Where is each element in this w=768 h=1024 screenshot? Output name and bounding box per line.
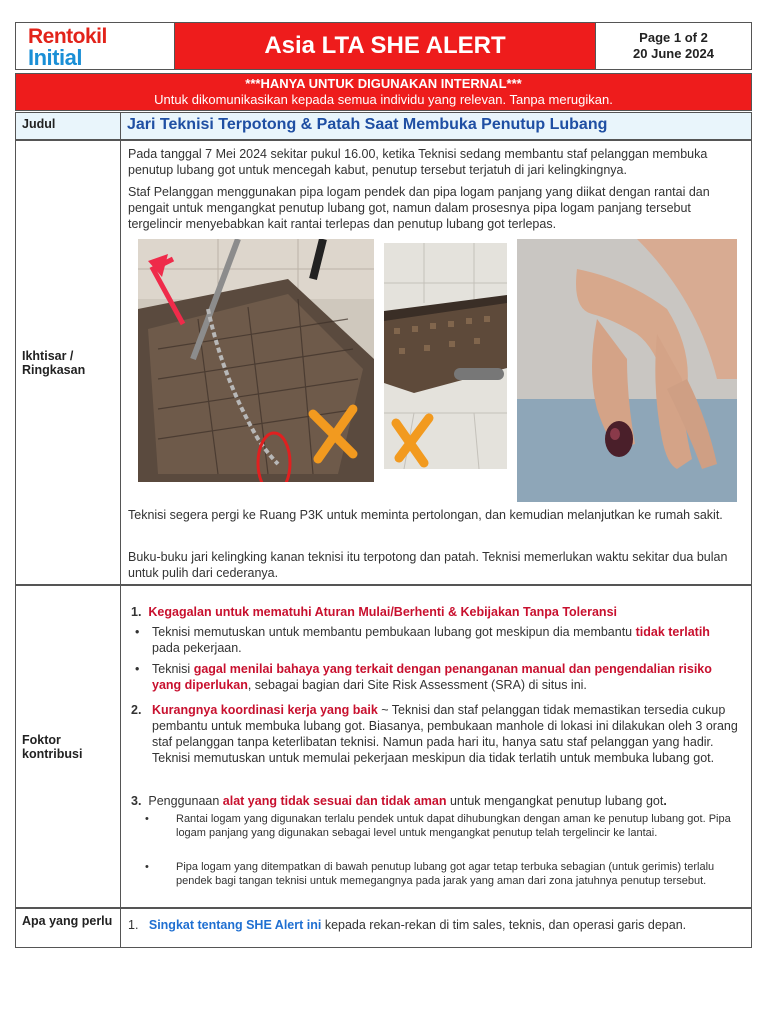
cell-apa-yang-perlu — [121, 908, 752, 948]
logo-text-rentokil: Rentokil — [28, 25, 107, 48]
bullet-2-text-b: , sebagai bagian dari Site Risk Assessment (SRA) di situs ini. — [247, 678, 587, 692]
page-number: Page 1 of 2 — [639, 30, 708, 45]
action-1 — [128, 917, 740, 933]
factor-3-period: . — [663, 794, 667, 808]
label-ikhtisar: Ikhtisar / Ringkasan — [15, 140, 121, 585]
photo-manhole-chain — [138, 239, 374, 482]
bullet-icon: • — [135, 662, 140, 676]
label-judul: Judul — [15, 112, 121, 140]
action-1-blue-text: Singkat tentang SHE Alert ini — [148, 918, 322, 932]
bullet-1-text-b: pada pekerjaan. — [152, 641, 242, 655]
factor-1-number: 1. — [131, 605, 142, 619]
summary-paragraph-3: Teknisi segera pergi ke Ruang P3K untuk meminta pertolongan, dan kemudian melanjutkan ke rumah sakit. — [128, 508, 723, 522]
label-apa-yang-perlu: Apa yang perlu — [15, 908, 121, 948]
factor-3 — [131, 793, 743, 809]
factor-2 — [131, 702, 743, 766]
factor-3-number: 3. — [131, 794, 142, 808]
factor-2-text: ~ Teknisi dan staf pelanggan tidak memastikan tersedia cukup pembantu untuk membuka lubang got. Biasanya, pembukaan manhole di lokasi ini dilakukan oleh 3 orang staf pelanggan tanpa keterlibatan teknisi. Namun pada hari itu, hanya satu staf pelanggan yang hadir. Teknisi memutuskan untuk memulai pekerjaan meskipun dia tidak terlatih untuk membuka lubang got. — [152, 703, 738, 765]
summary-paragraph-2: Staf Pelanggan menggunakan pipa logam pendek dan pipa logam panjang yang diikat dengan rantai dan pengait untuk mengangkat penutup lubang got, namun dalam prosesnya pipa logam panjang tersebut tergelincir menyebabkan kait rantai terlepas dan penutup lubang got terlepas. — [128, 185, 710, 231]
bullet-icon: • — [145, 813, 149, 825]
factor-1-title: Kegagalan untuk mematuhi Aturan Mulai/Berhenti & Kebijakan Tanpa Toleransi — [148, 605, 617, 619]
bullet-icon: • — [135, 625, 140, 639]
bullet-1-text-a: Teknisi memutuskan untuk membantu pembukaan lubang got meskipun dia membantu — [152, 625, 636, 639]
logo-text-initial: Initial — [28, 45, 82, 70]
cell-ikhtisar — [121, 140, 752, 585]
internal-use-banner — [15, 73, 752, 111]
bullet-2-text-red: gagal menilai bahaya yang terkait dengan penanganan manual dan pengendalian risiko yang diperlukan — [152, 662, 712, 692]
bullet-1-text-red: tidak terlatih — [635, 625, 710, 639]
action-1-text: kepada rekan-rekan di tim sales, teknis, dan operasi garis depan. — [321, 918, 687, 932]
factor-3-sub-2 — [145, 860, 731, 888]
banner-line-2: Untuk dikomunikasikan kepada semua individu yang relevan. Tanpa merugikan. — [154, 92, 613, 107]
cell-judul — [121, 112, 752, 140]
cell-faktor — [121, 585, 752, 908]
banner-line-1: ***HANYA UNTUK DIGUNAKAN INTERNAL*** — [245, 76, 522, 91]
incident-title: Jari Teknisi Terpotong & Patah Saat Membuka Penutup Lubang — [127, 116, 608, 133]
alert-date: 20 June 2024 — [633, 46, 714, 61]
page-info — [595, 22, 752, 70]
bullet-2-text-a: Teknisi — [152, 662, 194, 676]
factor-3-text-b: untuk mengangkat penutup lubang got — [446, 794, 664, 808]
summary-paragraph-4: Buku-buku jari kelingking kanan teknisi itu terpotong dan patah. Teknisi memerlukan waktu sekitar dua bulan untuk pulih dari cederanya. — [128, 550, 728, 580]
summary-paragraph-1: Pada tanggal 7 Mei 2024 sekitar pukul 16.00, ketika Teknisi sedang membantu staf pelanggan membuka penutup lubang got untuk mencegah kabut, penutup tersebut terjatuh di jari kelingkingnya. — [128, 147, 708, 177]
sub-bullet-1-text: Rantai logam yang digunakan terlalu pendek untuk dapat dihubungkan dengan aman ke penutup lubang got. Pipa logam panjang yang digunakan sebagai level untuk mengangkat penutup telah tergelincir ke lantai. — [176, 813, 731, 839]
factor-2-number: 2. — [131, 703, 142, 717]
alert-title: Asia LTA SHE ALERT — [175, 22, 595, 70]
factor-3-sub-1 — [145, 812, 731, 840]
factor-1-bullet-2 — [135, 661, 735, 693]
company-logo — [15, 22, 175, 70]
bullet-icon: • — [145, 861, 149, 873]
factor-1-bullet-1 — [135, 624, 735, 656]
photo-pipe-under-cover — [384, 243, 507, 469]
label-faktor: Foktor kontribusi — [15, 585, 121, 908]
action-1-number: 1. — [128, 918, 139, 932]
factor-3-text-red: alat yang tidak sesuai dan tidak aman — [222, 794, 447, 808]
factor-3-text-a: Penggunaan — [148, 794, 223, 808]
sub-bullet-2-text: Pipa logam yang ditempatkan di bawah penutup lubang got agar tetap terbuka sebagian (untuk gerimis) terlalu pendek bagi tangan teknisi untuk memegangnya pada jarak yang aman dari zona jatuhnya penutup tersebut. — [176, 861, 715, 887]
factor-2-title: Kurangnya koordinasi kerja yang baik — [152, 703, 378, 717]
factor-1 — [131, 604, 743, 620]
photo-injured-finger — [517, 239, 737, 502]
